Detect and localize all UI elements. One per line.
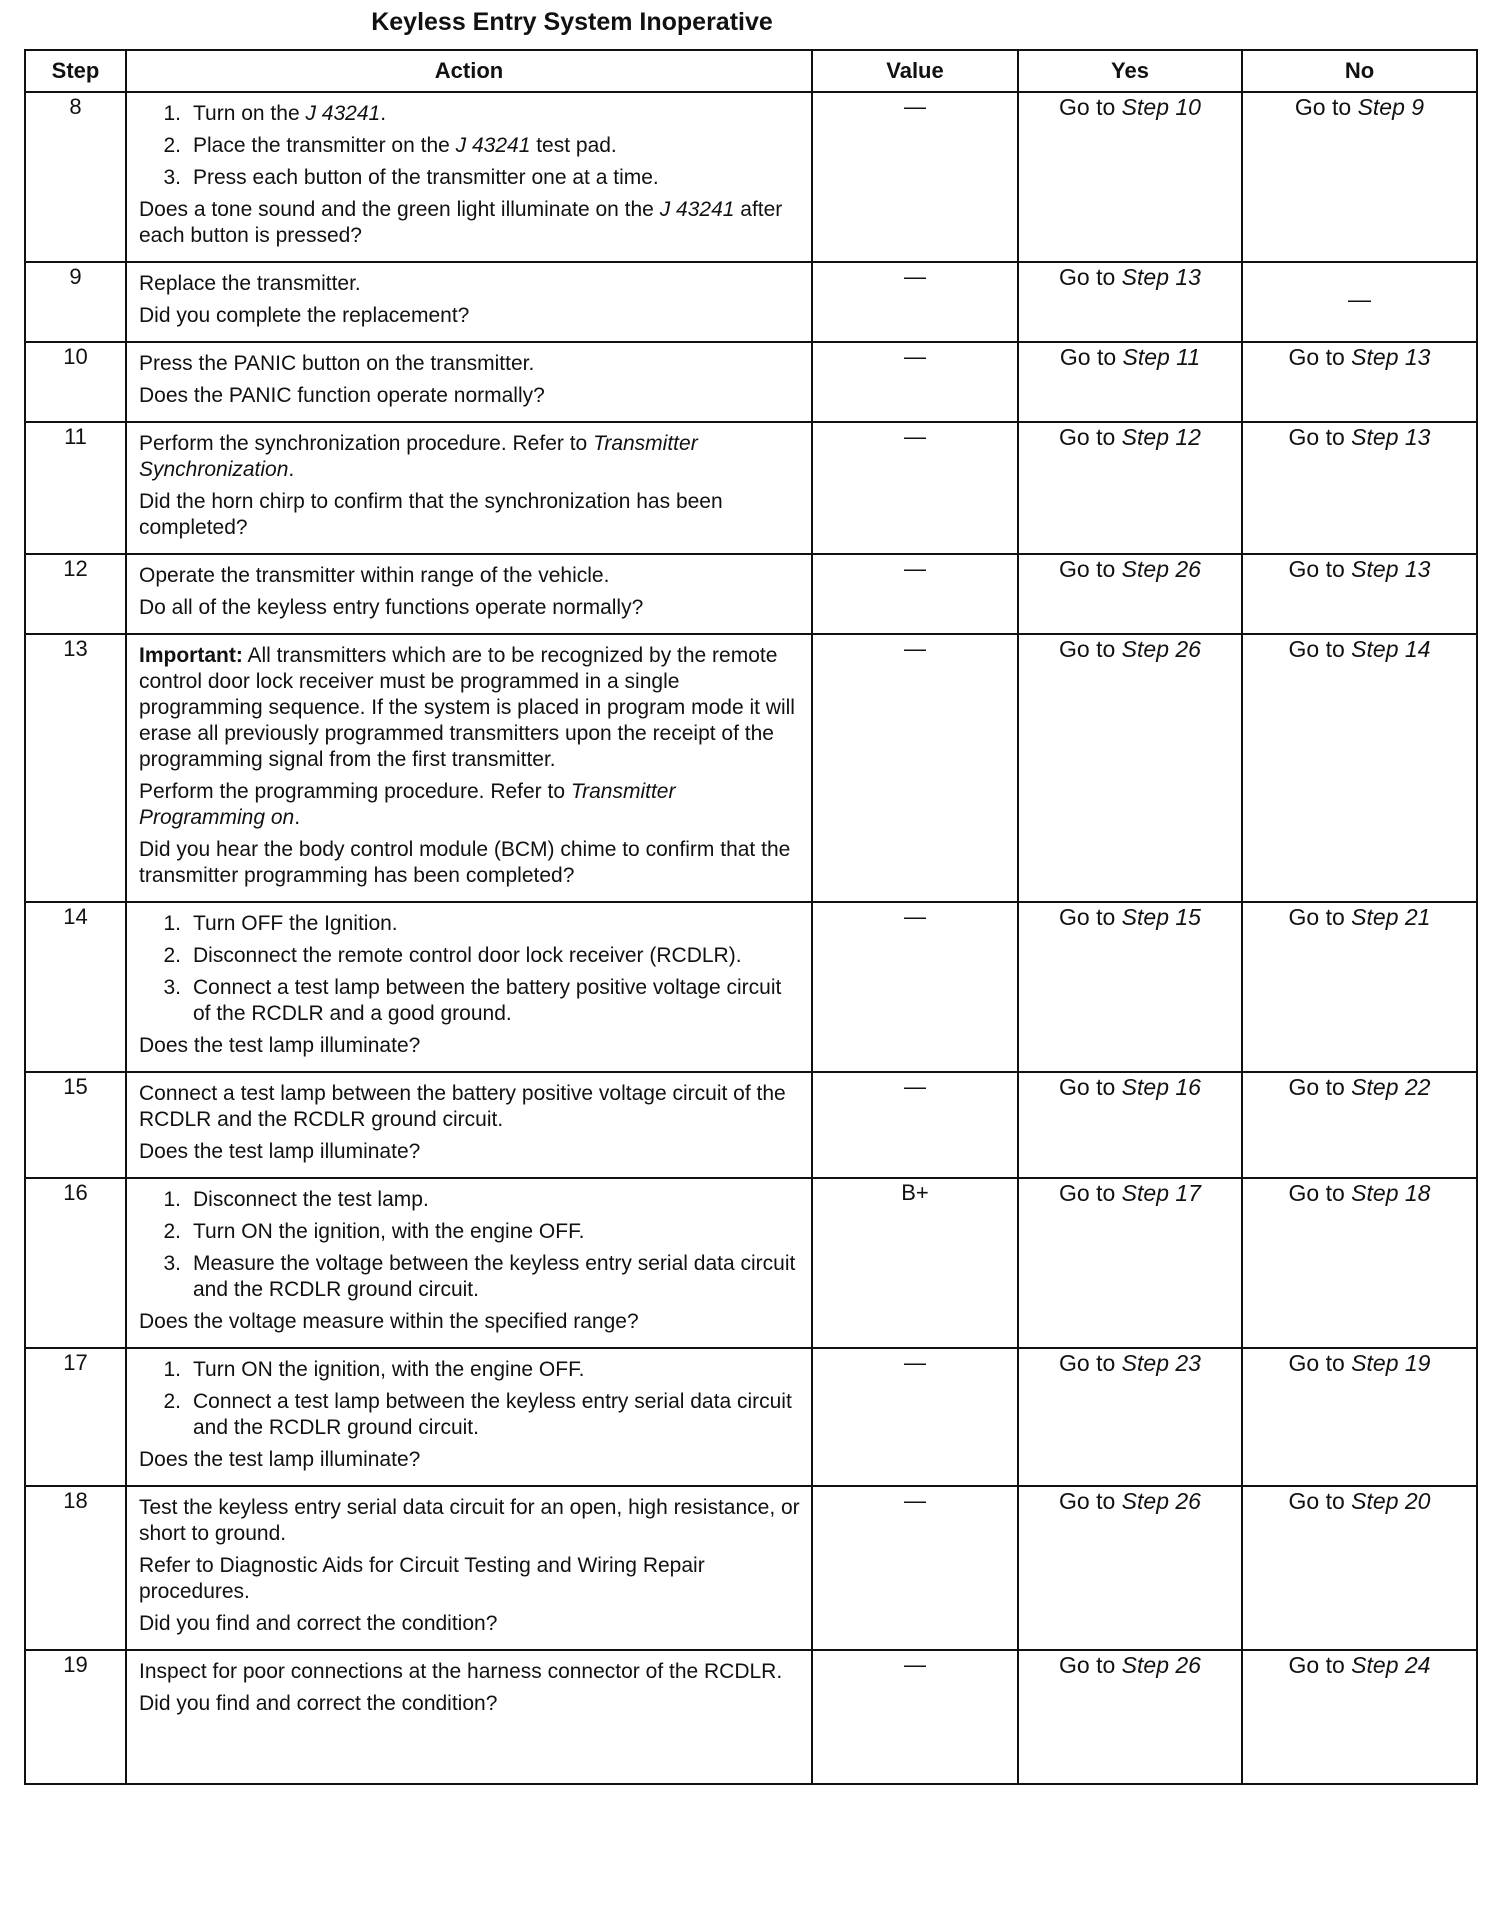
no-cell bbox=[1242, 1072, 1477, 1178]
header-step: Step bbox=[25, 50, 126, 92]
yes-cell bbox=[1018, 1072, 1242, 1178]
yes-goto-link[interactable]: Go to Step 16 bbox=[1059, 1074, 1201, 1100]
step-number: 19 bbox=[25, 1650, 126, 1784]
no-cell: — bbox=[1242, 262, 1477, 342]
step-number: 8 bbox=[25, 92, 126, 262]
yes-cell bbox=[1018, 262, 1242, 342]
value-cell: — bbox=[812, 92, 1018, 262]
action-question: Did you find and correct the condition? bbox=[139, 1692, 498, 1715]
action-cell bbox=[126, 422, 812, 554]
header-row bbox=[25, 50, 1477, 92]
action-step-item: 3. Connect a test lamp between the battery positive voltage circuit of the RCDLR and a good ground. bbox=[163, 976, 782, 1025]
yes-goto-link[interactable]: Go to Step 12 bbox=[1059, 424, 1201, 450]
no-goto-link[interactable]: Go to Step 22 bbox=[1288, 1074, 1431, 1100]
yes-cell bbox=[1018, 1178, 1242, 1348]
yes-goto-link[interactable]: Go to Step 26 bbox=[1059, 1652, 1201, 1678]
action-cell bbox=[126, 1650, 812, 1784]
value-cell: B+ bbox=[812, 1178, 1018, 1348]
value-cell: — bbox=[812, 262, 1018, 342]
header-yes: Yes bbox=[1018, 50, 1242, 92]
step-number: 17 bbox=[25, 1348, 126, 1486]
action-text: Perform the programming procedure. Refer to Transmitter Programming on. bbox=[139, 780, 676, 829]
step-number: 15 bbox=[25, 1072, 126, 1178]
no-goto-link[interactable]: Go to Step 21 bbox=[1288, 904, 1431, 930]
action-step-item: 1. Turn on the J 43241. bbox=[163, 102, 387, 125]
action-text: Operate the transmitter within range of the vehicle. bbox=[139, 564, 610, 587]
no-goto-link[interactable]: Go to Step 18 bbox=[1288, 1180, 1431, 1206]
action-cell bbox=[126, 1178, 812, 1348]
action-cell bbox=[126, 554, 812, 634]
table-row bbox=[25, 1348, 1477, 1486]
yes-goto-link[interactable]: Go to Step 26 bbox=[1059, 636, 1201, 662]
action-cell bbox=[126, 1348, 812, 1486]
yes-cell bbox=[1018, 1486, 1242, 1650]
no-goto-link[interactable]: Go to Step 19 bbox=[1288, 1350, 1431, 1376]
no-goto-link[interactable]: Go to Step 13 bbox=[1288, 556, 1431, 582]
action-cell bbox=[126, 1072, 812, 1178]
action-step-item: 3. Press each button of the transmitter one at a time. bbox=[163, 166, 659, 189]
no-cell bbox=[1242, 342, 1477, 422]
action-step-item: 1. Disconnect the test lamp. bbox=[163, 1188, 429, 1211]
step-number: 13 bbox=[25, 634, 126, 902]
yes-cell bbox=[1018, 554, 1242, 634]
action-text: Inspect for poor connections at the harness connector of the RCDLR. bbox=[139, 1660, 783, 1683]
table-row bbox=[25, 422, 1477, 554]
value-cell: — bbox=[812, 1486, 1018, 1650]
no-cell bbox=[1242, 634, 1477, 902]
page-title: Keyless Entry System Inoperative bbox=[371, 8, 773, 36]
yes-goto-link[interactable]: Go to Step 15 bbox=[1059, 904, 1201, 930]
action-text: Connect a test lamp between the battery positive voltage circuit of the RCDLR and the RCDLR ground circuit. bbox=[139, 1082, 786, 1131]
no-goto-link[interactable]: Go to Step 14 bbox=[1288, 636, 1431, 662]
yes-goto-link[interactable]: Go to Step 17 bbox=[1059, 1180, 1201, 1206]
action-text: Perform the synchronization procedure. Refer to Transmitter Synchronization. bbox=[139, 432, 698, 481]
value-cell: — bbox=[812, 1348, 1018, 1486]
yes-goto-link[interactable]: Go to Step 10 bbox=[1059, 94, 1201, 120]
action-step-item: 3. Measure the voltage between the keyless entry serial data circuit and the RCDLR ground circuit. bbox=[163, 1252, 796, 1301]
action-step-item: 1. Turn OFF the Ignition. bbox=[163, 912, 398, 935]
action-cell bbox=[126, 342, 812, 422]
action-step-item: 2. Disconnect the remote control door lock receiver (RCDLR). bbox=[163, 944, 742, 967]
step-number: 16 bbox=[25, 1178, 126, 1348]
yes-cell bbox=[1018, 634, 1242, 902]
table-row bbox=[25, 1650, 1477, 1784]
action-question: Does the test lamp illuminate? bbox=[139, 1140, 421, 1163]
action-question: Does the test lamp illuminate? bbox=[139, 1448, 421, 1471]
action-cell bbox=[126, 92, 812, 262]
value-cell: — bbox=[812, 1072, 1018, 1178]
action-question: Does the test lamp illuminate? bbox=[139, 1034, 421, 1057]
table-row bbox=[25, 1072, 1477, 1178]
yes-goto-link[interactable]: Go to Step 23 bbox=[1059, 1350, 1201, 1376]
value-cell: — bbox=[812, 422, 1018, 554]
yes-goto-link[interactable]: Go to Step 13 bbox=[1059, 264, 1201, 290]
action-question: Do all of the keyless entry functions operate normally? bbox=[139, 596, 644, 619]
action-step-item: 2. Connect a test lamp between the keyless entry serial data circuit and the RCDLR ground circuit. bbox=[163, 1390, 792, 1439]
action-text: Test the keyless entry serial data circuit for an open, high resistance, or short to ground. bbox=[139, 1496, 800, 1545]
yes-cell bbox=[1018, 422, 1242, 554]
table-row bbox=[25, 342, 1477, 422]
no-cell bbox=[1242, 902, 1477, 1072]
action-step-item: 2. Turn ON the ignition, with the engine OFF. bbox=[163, 1220, 585, 1243]
step-number: 18 bbox=[25, 1486, 126, 1650]
table-row bbox=[25, 262, 1477, 342]
no-cell bbox=[1242, 92, 1477, 262]
action-cell bbox=[126, 902, 812, 1072]
yes-goto-link[interactable]: Go to Step 11 bbox=[1059, 344, 1201, 370]
action-question: Did the horn chirp to confirm that the synchronization has been completed? bbox=[139, 490, 723, 539]
action-question: Does the PANIC function operate normally? bbox=[139, 384, 545, 407]
diagnostic-table bbox=[24, 49, 1478, 1785]
yes-cell bbox=[1018, 1650, 1242, 1784]
header-action: Action bbox=[126, 50, 812, 92]
no-goto-link[interactable]: Go to Step 24 bbox=[1288, 1652, 1431, 1678]
yes-goto-link[interactable]: Go to Step 26 bbox=[1059, 556, 1201, 582]
action-question: Did you hear the body control module (BCM) chime to confirm that the transmitter programming has been completed? bbox=[139, 838, 791, 887]
no-cell bbox=[1242, 554, 1477, 634]
step-number: 10 bbox=[25, 342, 126, 422]
no-cell bbox=[1242, 422, 1477, 554]
yes-cell bbox=[1018, 1348, 1242, 1486]
action-question: Did you complete the replacement? bbox=[139, 304, 470, 327]
no-cell bbox=[1242, 1348, 1477, 1486]
table-row bbox=[25, 554, 1477, 634]
table-row bbox=[25, 634, 1477, 902]
yes-goto-link[interactable]: Go to Step 26 bbox=[1059, 1488, 1201, 1514]
action-cell bbox=[126, 1486, 812, 1650]
value-cell: — bbox=[812, 634, 1018, 902]
action-text: Replace the transmitter. bbox=[139, 272, 361, 295]
yes-cell bbox=[1018, 902, 1242, 1072]
action-cell bbox=[126, 634, 812, 902]
value-cell: — bbox=[812, 902, 1018, 1072]
step-number: 11 bbox=[25, 422, 126, 554]
table-row bbox=[25, 1486, 1477, 1650]
value-cell: — bbox=[812, 1650, 1018, 1784]
no-cell bbox=[1242, 1650, 1477, 1784]
no-cell bbox=[1242, 1486, 1477, 1650]
step-number: 14 bbox=[25, 902, 126, 1072]
step-number: 9 bbox=[25, 262, 126, 342]
yes-cell bbox=[1018, 342, 1242, 422]
table-row bbox=[25, 92, 1477, 262]
no-goto-link[interactable]: Go to Step 13 bbox=[1288, 424, 1431, 450]
important-note: Important: All transmitters which are to be recognized by the remote control door lock receiver must be programmed in a single programming sequence. If the system is placed in program mode it will erase all previously programmed transmitters upon the receipt of the programming signal from the first transmitter. bbox=[139, 644, 795, 771]
table-row bbox=[25, 1178, 1477, 1348]
no-cell bbox=[1242, 1178, 1477, 1348]
table-row bbox=[25, 902, 1477, 1072]
action-step-item: 2. Place the transmitter on the J 43241 test pad. bbox=[163, 134, 617, 157]
value-cell: — bbox=[812, 342, 1018, 422]
action-step-item: 1. Turn ON the ignition, with the engine OFF. bbox=[163, 1358, 585, 1381]
yes-cell bbox=[1018, 92, 1242, 262]
action-text: Press the PANIC button on the transmitter. bbox=[139, 352, 535, 375]
value-cell: — bbox=[812, 554, 1018, 634]
action-question: Does the voltage measure within the specified range? bbox=[139, 1310, 639, 1333]
header-value: Value bbox=[812, 50, 1018, 92]
header-no: No bbox=[1242, 50, 1477, 92]
action-cell bbox=[126, 262, 812, 342]
no-goto-link[interactable]: Go to Step 9 bbox=[1294, 94, 1425, 120]
no-goto-link[interactable]: Go to Step 13 bbox=[1288, 344, 1431, 370]
action-question: Did you find and correct the condition? bbox=[139, 1612, 498, 1635]
step-number: 12 bbox=[25, 554, 126, 634]
no-goto-link[interactable]: Go to Step 20 bbox=[1288, 1488, 1431, 1514]
action-question: Does a tone sound and the green light illuminate on the J 43241 after each button is pressed? bbox=[139, 198, 783, 247]
action-text: Refer to Diagnostic Aids for Circuit Testing and Wiring Repair procedures. bbox=[139, 1554, 705, 1603]
